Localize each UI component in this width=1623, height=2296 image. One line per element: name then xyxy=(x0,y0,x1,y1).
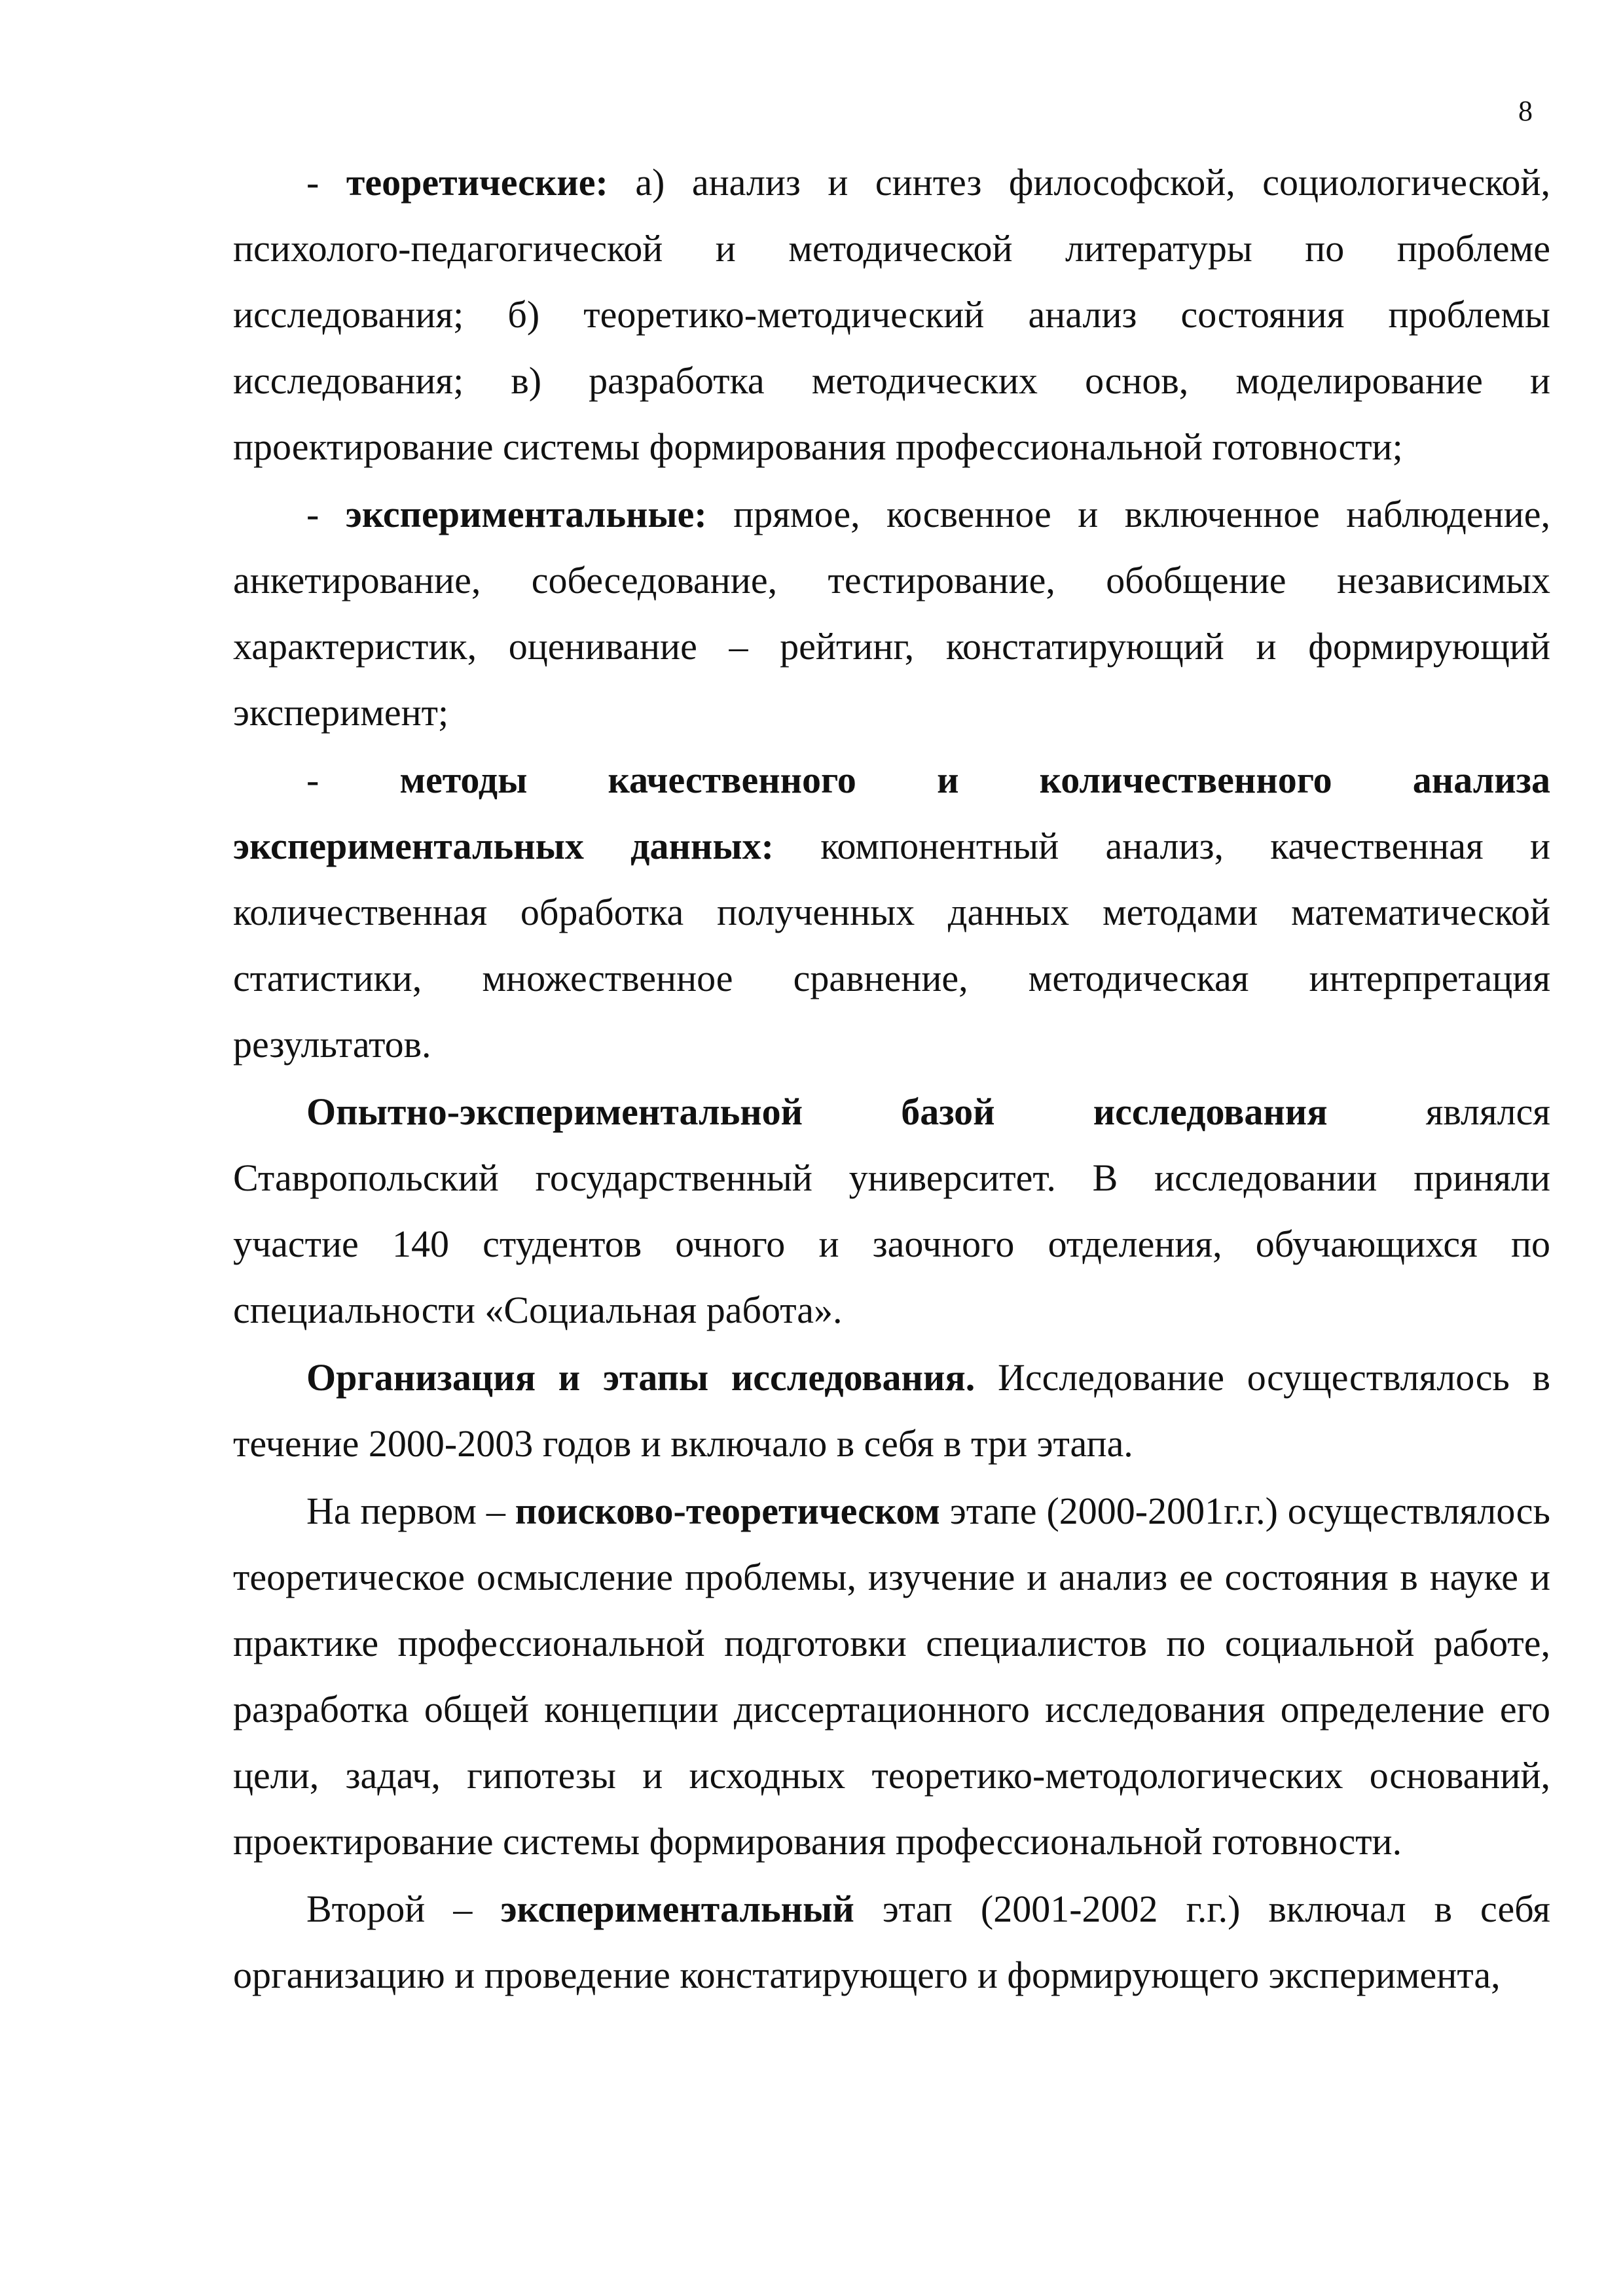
paragraph-text: этапе (2000-2001г.г.) осуществлялось теоретическое осмысление проблемы, изучение и анализ ее состояния в науке и практике профессиональной подготовки специалистов по социальной работе, разработка общей концепции диссертационного исследования определение его цели, задач, гипотезы и исходных теоретико-методологических оснований, проектирование системы формирования профессиональной готовности. xyxy=(233,1490,1550,1863)
bold-term: поисково-теоретическом xyxy=(515,1490,940,1532)
bold-term: теоретические: xyxy=(346,161,608,204)
paragraph-text: Исследование осуществлялось в течение 2000-2003 годов и включало в себя в три этапа. xyxy=(233,1356,1551,1465)
document-body xyxy=(233,149,1550,2009)
bold-term: методы качественного и количественного анализа экспериментальных данных: xyxy=(233,759,1550,867)
paragraph-text: компонентный анализ, качественная и количественная обработка полученных данных методами математической статистики, множественное сравнение, методическая интерпретация результатов. xyxy=(233,825,1551,1066)
paragraph-text: а) анализ и синтез философской, социологической, психолого-педагогической и методической литературы по проблеме исследования; б) теоретико-методический анализ состояния проблемы исследования; в) разработка методических основ, моделирование и проектирование системы формирования профессиональной готовности; xyxy=(233,161,1550,468)
paragraph-text: являлся Ставропольский государственный университет. В исследовании приняли участие 140 студентов очного и заочного отделения, обучающихся по специальности «Социальная работа». xyxy=(233,1090,1550,1331)
bold-term: экспериментальный xyxy=(500,1888,854,1930)
paragraph-text: - xyxy=(306,493,346,535)
paragraph-text: - xyxy=(306,759,400,801)
bold-term: экспериментальные: xyxy=(345,493,707,535)
paragraph-text: прямое, косвенное и включенное наблюдение, анкетирование, собеседование, тестирование, обобщение независимых характеристик, оценивание – рейтинг, констатирующий и формирующий эксперимент; xyxy=(233,493,1550,734)
bold-term: Опытно-экспериментальной базой исследования xyxy=(306,1090,1328,1133)
paragraph-research-methods-analysis xyxy=(233,747,1550,1077)
paragraph-text: - xyxy=(306,161,346,204)
paragraph-second-stage xyxy=(233,1876,1550,2008)
page-number: 8 xyxy=(1518,95,1533,127)
paragraph-experimental-base xyxy=(233,1079,1550,1343)
paragraph-text: этап (2001-2002 г.г.) включал в себя организацию и проведение констатирующего и формирующего эксперимента, xyxy=(233,1888,1550,1996)
paragraph-research-methods-experimental xyxy=(233,481,1550,745)
paragraph-organization-stages xyxy=(233,1344,1550,1477)
paragraph-first-stage xyxy=(233,1478,1550,1874)
paragraph-text: Второй – xyxy=(306,1888,501,1930)
paragraph-research-methods-theoretical xyxy=(233,149,1550,480)
bold-term: Организация и этапы исследования. xyxy=(306,1356,976,1399)
paragraph-text: На первом – xyxy=(306,1490,515,1532)
